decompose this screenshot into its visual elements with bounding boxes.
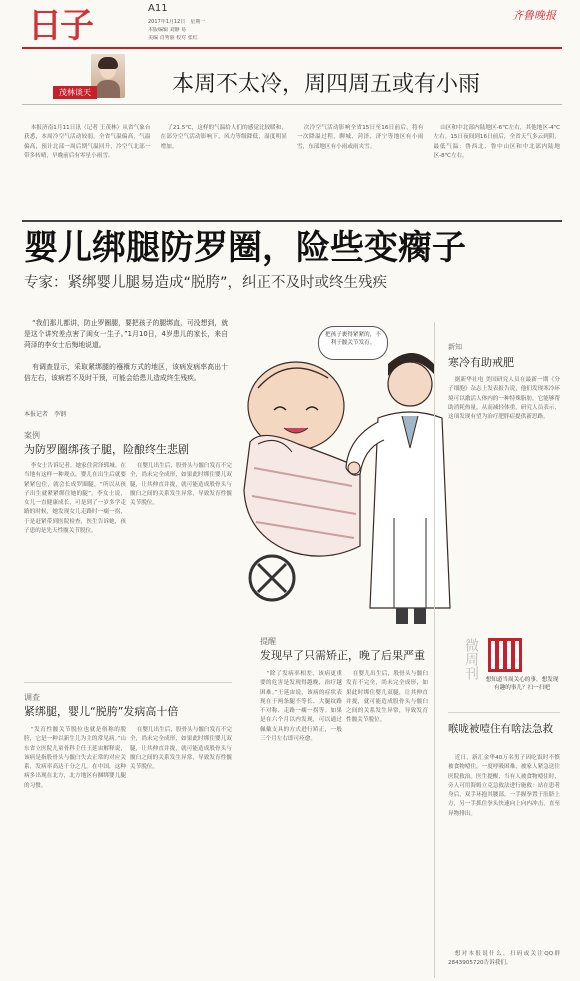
byline: 本报记者 李钢 <box>24 411 67 418</box>
weather-col-1: 本报济南1月11日讯（记者 王茂林）从省气象台获悉，本周冷空气活动较弱，全省气温偏高，气温偏高，预计北部一周后期气温回升，冷空气北部一带多转晴，早晚前后有零星小雨雪。 <box>24 125 151 159</box>
case-title: 为防罗圈绑孩子腿，险酿终生悲剧 <box>24 443 189 456</box>
editor-line: 本版编辑 刘静 易 <box>148 27 187 33</box>
tip-text-2: 在婴儿出生后，股骨头与髋臼发育不完全，尚未完全成形，如果此时绑住婴儿双腿，让其伸直并拢，就可能造成股骨头与髋臼之间的关系发生异常，导致发育性髋关节脱位。 <box>346 671 428 724</box>
column-tag: 茂林谈天 <box>53 86 97 99</box>
page-number: A11 <box>148 3 168 14</box>
masthead-rule <box>22 47 562 49</box>
design-line: 美编 肖秀丽 校对 张红 <box>148 35 198 41</box>
sidebar-rule <box>448 712 560 713</box>
tip-label: 提醒 <box>260 637 276 646</box>
wechat-label: 微周刊 <box>463 638 479 680</box>
news-headline: 寒冷有助戒肥 <box>448 356 514 369</box>
news-tag: 新知 <box>448 343 462 351</box>
contact-text: 想对本报说什么，扫码或关注QQ群2843905720告诉我们。 <box>448 951 560 967</box>
sidebar-divider <box>434 322 435 978</box>
baby-illustration <box>228 318 468 624</box>
survey-label: 调查 <box>24 693 40 702</box>
lead-paragraph: “我们那儿都讲，防止罗圈腿，要把孩子的腿绑直，可没想到，就是这个讲究差点害了闺女一生子。”1月10日，4岁患儿的家长，来自菏泽的李女士后悔地说道。 <box>24 319 228 349</box>
main-headline: 婴儿绑腿防罗圈，险些变瘸子 <box>24 228 466 268</box>
section-rule <box>22 220 562 222</box>
section-logo: 日子 <box>28 6 92 46</box>
survey-text-2: 在婴儿出生后，股骨头与髋臼发育不完全，尚未完全成形，如果此时绑住婴儿双腿，让其伸直并拢，就可能造成股骨头与髋臼之间的关系发生异常，导致发育性髋关节脱位。 <box>130 727 232 771</box>
weather-headline: 本周不太冷，周四周五或有小雨 <box>172 72 481 97</box>
weather-col-3: 次冷空气活动影响全省15日至16日前后，将有一次降温过程，聊城、菏泽、济宁等地区有小雨雪，东部地区有小雨或雨夹雪。 <box>297 125 424 150</box>
survey-rule <box>24 682 232 683</box>
weather-columns <box>24 124 560 216</box>
qr-caption: 想知道当周关心的事，想发现有趣的事儿？扫一扫吧 <box>485 677 559 691</box>
newspaper-logo: 齐鲁晚报 <box>512 9 556 22</box>
tip-headline: 发现早了只需矫正，晚了后果严重 <box>260 649 425 662</box>
survey-text-1: “发育性髋关节脱位也就是俗称的脱胯，它是一种以新生儿为主的常见病。”山东省立医院儿童骨科主任王延宙解释说，该病是指股骨头与髋臼失去正常的对应关系，发病率高达千分之几。在中国，这种病多出现在北方，北方地区有捆绑婴儿腿的习惯。 <box>24 727 126 789</box>
case-label: 案例 <box>24 431 40 440</box>
case-text-2: 在婴儿出生后，股骨头与髋臼发育不完全，尚未完全成形，如果此时绑住婴儿双腿，让其伸直并拢，就可能造成股骨头与髋臼之间的关系发生异常，导致发育性髋关节脱位。 <box>130 463 232 507</box>
survey-title: 紧绑腿，婴儿“脱胯”发病高十倍 <box>24 705 179 718</box>
news2-headline: 喉咙被噎住有啥法急救 <box>448 723 553 735</box>
tip-text-1: “除了发病率相差，该病更重要的危害是发现得越晚，治疗越困难。”王延宙说，该病的症状表现在于两条腿不等长、大腿纹路不对称、走路一瘸一拐等。如果是在六个月以内发现，可以通过佩戴支具的方式进行矫正，一般三个月左右即可痊愈。 <box>260 671 342 743</box>
weather-col-4: 山区和中北部内陆地区-6℃左右，其他地区-4℃左右。15日夜间到16日前后，全省天气多云到阴，最低气温：鲁西北、鲁中山区和中北部内陆地区-8℃左右。 <box>433 125 560 159</box>
case-text-1: 李女士告诉记者，她家住菏泽郓城。在当地有这样一种观点，婴儿在出生后就要紧紧包住，就会长成罗圈腿，“所以从孩子出生就紧紧绑住她的腿”。李女士说，女儿一直健康成长，可是到了一岁多学走路的时候，她发现女儿走路时一瘸一拐，于是赶紧带到医院检查，医生告诉她，孩子患的是先天性髋关节脱位。 <box>24 463 126 535</box>
main-subheadline: 专家：紧绑婴儿腿易造成“脱胯”，纠正不及时或终生残疾 <box>24 275 388 291</box>
weather-rule <box>22 104 562 105</box>
weather-col-2: 了21.5℃，这样的气温给人们的感觉比较暖和，在部分空气活动影响下，风力等级降低，湿度明显增加。 <box>160 125 287 150</box>
date-line: 2017年1月12日 星期一 <box>148 19 206 25</box>
news2-text: 近日，新汇金华40万名男子因吃饭时不慎被食物噎住，一度呼吸困难，被家人紧急送往医院救治。医生提醒，当有人被食物噎住时，旁人可用海姆立克急救法进行施救：站在患者身后，双手环抱其腰部，一手握拳置于肚脐上方，另一手抓住拳头快速向上向内冲击，直至异物排出。 <box>448 755 560 817</box>
news-text: 据新华社电 美国研究人员在最新一期《分子细胞》杂志上发表报告说，他们发现寒冷环境可以激活人体内的一种特殊脂肪，它能够帮助消耗热量，从而减轻体重。研究人员表示，这项发现有望为治疗肥胖症提供新思路。 <box>448 377 560 421</box>
lead-paragraph-2: 有调查显示，采取紧绑腿的襁褓方式的地区，该病发病率高出十倍左右，该病若不及时干预，可能会给患儿造成终生残疾。 <box>24 363 228 382</box>
speech-bubble-text: 把孩子裹得紧紧的，不利于髋关节发育。 <box>325 332 381 346</box>
wechat-box <box>448 632 560 706</box>
speech-bubble <box>318 326 388 360</box>
qr-code[interactable] <box>488 638 522 672</box>
masthead <box>0 0 580 50</box>
